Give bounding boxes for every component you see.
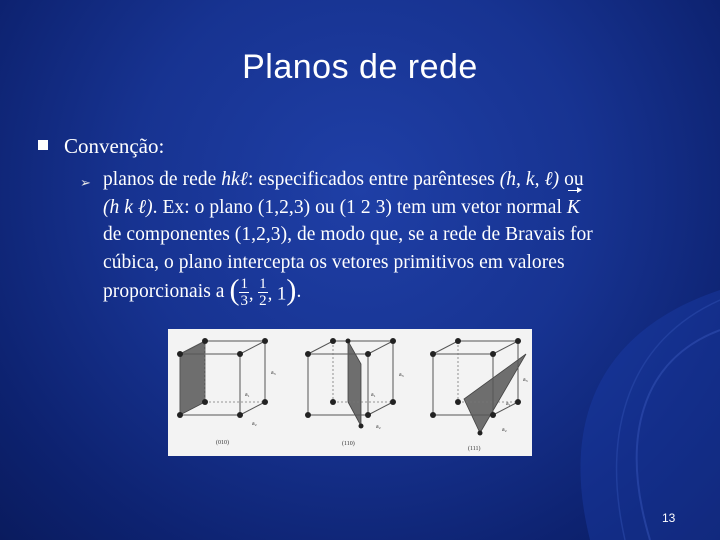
text-end: .	[296, 280, 302, 302]
text-hkl: hkℓ	[221, 169, 248, 190]
label-a2: a₂	[502, 427, 507, 433]
plane-111	[464, 354, 526, 433]
text-line-3: de componentes (1,2,3), de modo que, se a rede de Bravais for	[103, 224, 593, 245]
cubes-diagram	[168, 329, 532, 456]
text-t1: planos de rede	[103, 169, 222, 190]
label-a2: a₂	[376, 424, 381, 430]
text-t2: : especificados entre parênteses	[247, 169, 500, 190]
cube-110	[305, 338, 404, 447]
text-t5: proporcionais a	[103, 280, 230, 302]
bullet-label: Convenção:	[64, 134, 165, 158]
text-line-5	[103, 273, 663, 309]
cube-010	[177, 338, 276, 446]
text-hkl-spaced: (h k ℓ)	[103, 196, 153, 218]
cube-111	[430, 338, 528, 452]
plane-label-110: (110)	[342, 441, 355, 447]
label-a1: a₁	[245, 392, 250, 398]
text-t4: . Ex: o plano (1,2,3) ou (1 2 3) tem um vetor normal	[152, 196, 567, 218]
label-a1: a₁	[506, 401, 511, 407]
slide-title: Planos de rede	[242, 48, 478, 86]
fraction-tuple: ( $\frac{1}{3}$ , $\frac{1}{2}$ , 1)	[229, 273, 297, 309]
fraction-2: $\frac{1}{2}$	[259, 276, 267, 309]
bullet-convencao	[38, 134, 164, 159]
label-a1: a₁	[371, 392, 376, 398]
label-a3: a₃	[271, 370, 276, 376]
text-line-2	[103, 194, 663, 222]
text-hkl-tuple: (h, k, ℓ)	[499, 169, 560, 190]
label-a2: a₂	[252, 421, 257, 427]
value-one: 1	[276, 283, 287, 305]
arrowhead-bullet-icon: ➢	[80, 175, 91, 190]
text-line-4: cúbica, o plano intercepta os vetores primitivos em valores	[103, 251, 565, 273]
subbullet-text	[103, 166, 663, 309]
label-a3: a₃	[523, 377, 528, 383]
label-a3: a₃	[399, 372, 404, 378]
lattice-planes-figure	[168, 329, 532, 456]
page-number: 13	[662, 511, 676, 525]
vector-k: K	[567, 194, 580, 222]
plane-label-111: (111)	[468, 446, 481, 452]
fraction-1: $\frac{1}{3}$	[240, 276, 249, 309]
text-t3: ou	[559, 169, 584, 190]
plane-label-010: (010)	[216, 440, 229, 446]
square-bullet-icon	[38, 140, 48, 150]
